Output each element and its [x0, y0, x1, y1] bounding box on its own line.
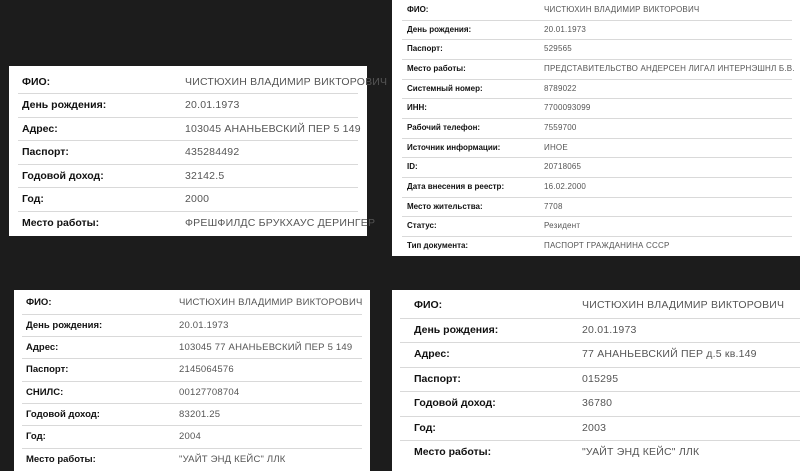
field-label: Рабочий телефон:	[407, 123, 481, 133]
field-label: ID:	[407, 162, 418, 172]
field-value: 8789022	[544, 84, 577, 94]
field-value: ПАСПОРТ ГРАЖДАНИНА СССР	[544, 241, 670, 251]
field-label: День рождения:	[22, 98, 107, 111]
field-row-birthday	[392, 20, 800, 40]
field-label: Паспорт:	[414, 373, 461, 386]
field-row-passport	[392, 367, 800, 392]
field-row-id	[392, 157, 800, 177]
field-value: "УАЙТ ЭНД КЕЙС" ЛЛК	[582, 446, 700, 459]
field-label: Источник информации:	[407, 143, 501, 153]
field-value: 7559700	[544, 123, 577, 133]
field-label: ФИО:	[26, 296, 52, 308]
field-value: 103045 АНАНЬЕВСКИЙ ПЕР 5 149	[185, 122, 361, 135]
field-value: 435284492	[185, 145, 240, 158]
field-row-status	[392, 216, 800, 236]
field-label: Статус:	[407, 221, 437, 231]
field-row-passport	[14, 358, 370, 380]
field-label: Годовой доход:	[414, 397, 496, 410]
field-row-birthday	[14, 314, 370, 336]
field-row-year	[9, 187, 367, 211]
field-label: Паспорт:	[26, 363, 69, 375]
record-card-3	[14, 290, 370, 471]
field-value: ФРЕШФИЛДС БРУКХАУС ДЕРИНГЕР	[185, 216, 376, 229]
record-card-2	[392, 0, 800, 256]
field-value: 00127708704	[179, 386, 240, 398]
field-label: Адрес:	[26, 341, 59, 353]
field-value: 103045 77 АНАНЬЕВСКИЙ ПЕР 5 149	[179, 341, 353, 353]
field-row-workplace	[392, 59, 800, 79]
field-value: 20.01.1973	[544, 25, 587, 35]
field-row-birthday	[9, 93, 367, 117]
field-row-work-phone	[392, 118, 800, 138]
field-value: 20718065	[544, 162, 582, 172]
field-label: Место работы:	[22, 216, 100, 229]
field-value: 2000	[185, 192, 210, 205]
field-value: ЧИСТЮХИН ВЛАДИМИР ВИКТОРОВИЧ	[544, 5, 700, 15]
record-card-4	[392, 290, 800, 471]
field-row-income	[9, 164, 367, 188]
field-row-year	[392, 416, 800, 441]
field-label: Год:	[414, 422, 436, 435]
field-row-passport	[392, 39, 800, 59]
field-row-fio	[9, 70, 388, 94]
field-value: 7700093099	[544, 103, 591, 113]
field-value: Резидент	[544, 221, 581, 231]
field-label: Место работы:	[26, 453, 96, 465]
field-row-document-type	[392, 236, 800, 256]
field-value: 36780	[582, 397, 613, 410]
field-value: 2004	[179, 430, 201, 442]
field-row-system-number	[392, 79, 800, 99]
field-label: Место работы:	[414, 446, 492, 459]
field-row-fio	[392, 0, 800, 20]
field-value: 32142.5	[185, 169, 225, 182]
field-row-workplace	[392, 440, 800, 465]
field-label: ФИО:	[407, 5, 429, 15]
field-row-residence	[392, 197, 800, 217]
field-row-fio	[14, 291, 370, 313]
field-label: Годовой доход:	[26, 408, 100, 420]
field-label: Адрес:	[22, 122, 58, 135]
field-label: Паспорт:	[22, 145, 69, 158]
field-row-inn	[392, 98, 800, 118]
record-card-1	[9, 66, 388, 236]
field-row-info-source	[392, 138, 800, 158]
field-value: 2003	[582, 422, 607, 435]
field-value: 20.01.1973	[179, 319, 229, 331]
field-label: День рождения:	[26, 319, 103, 331]
field-value: 20.01.1973	[185, 98, 240, 111]
field-label: Адрес:	[414, 348, 450, 361]
field-label: День рождения:	[414, 324, 499, 337]
field-row-income	[392, 391, 800, 416]
field-value: 16.02.2000	[544, 182, 587, 192]
field-row-income	[14, 403, 370, 425]
field-label: Дата внесения в реестр:	[407, 182, 505, 192]
field-row-workplace	[9, 211, 376, 235]
field-row-passport	[9, 140, 367, 164]
field-label: ИНН:	[407, 103, 427, 113]
field-row-address	[392, 342, 800, 367]
field-label: Место работы:	[407, 64, 466, 74]
field-label: СНИЛС:	[26, 386, 64, 398]
field-row-registry-date	[392, 177, 800, 197]
field-label: Годовой доход:	[22, 169, 104, 182]
field-value: 7708	[544, 202, 563, 212]
field-value: 015295	[582, 373, 619, 386]
field-value: 77 АНАНЬЕВСКИЙ ПЕР д.5 кв.149	[582, 348, 757, 361]
field-value: ЧИСТЮХИН ВЛАДИМИР ВИКТОРОВИЧ	[179, 296, 363, 308]
field-value: 529565	[544, 44, 572, 54]
field-value: 83201.25	[179, 408, 221, 420]
field-label: ФИО:	[414, 299, 443, 312]
field-label: Год:	[26, 430, 46, 442]
field-label: Год:	[22, 192, 44, 205]
field-label: Паспорт:	[407, 44, 443, 54]
field-row-address	[14, 336, 370, 358]
field-label: ФИО:	[22, 75, 51, 88]
field-value: ЧИСТЮХИН ВЛАДИМИР ВИКТОРОВИЧ	[582, 299, 785, 312]
field-row-address	[9, 117, 367, 141]
field-value: "УАЙТ ЭНД КЕЙС" ЛЛК	[179, 453, 286, 465]
field-row-workplace	[14, 448, 370, 470]
field-value: ЧИСТЮХИН ВЛАДИМИР ВИКТОРОВИЧ	[185, 75, 388, 88]
field-label: День рождения:	[407, 25, 472, 35]
field-row-fio	[392, 293, 800, 318]
field-value: ПРЕДСТАВИТЕЛЬСТВО АНДЕРСЕН ЛИГАЛ ИНТЕРНЭШНЛ Б.В.	[544, 64, 795, 74]
field-row-snils	[14, 381, 370, 403]
field-value: 20.01.1973	[582, 324, 637, 337]
field-label: Системный номер:	[407, 84, 483, 94]
field-label: Тип документа:	[407, 241, 469, 251]
field-row-year	[14, 425, 370, 447]
field-label: Место жительства:	[407, 202, 483, 212]
field-row-birthday	[392, 318, 800, 343]
field-value: ИНОЕ	[544, 143, 568, 153]
field-value: 2145064576	[179, 363, 234, 375]
